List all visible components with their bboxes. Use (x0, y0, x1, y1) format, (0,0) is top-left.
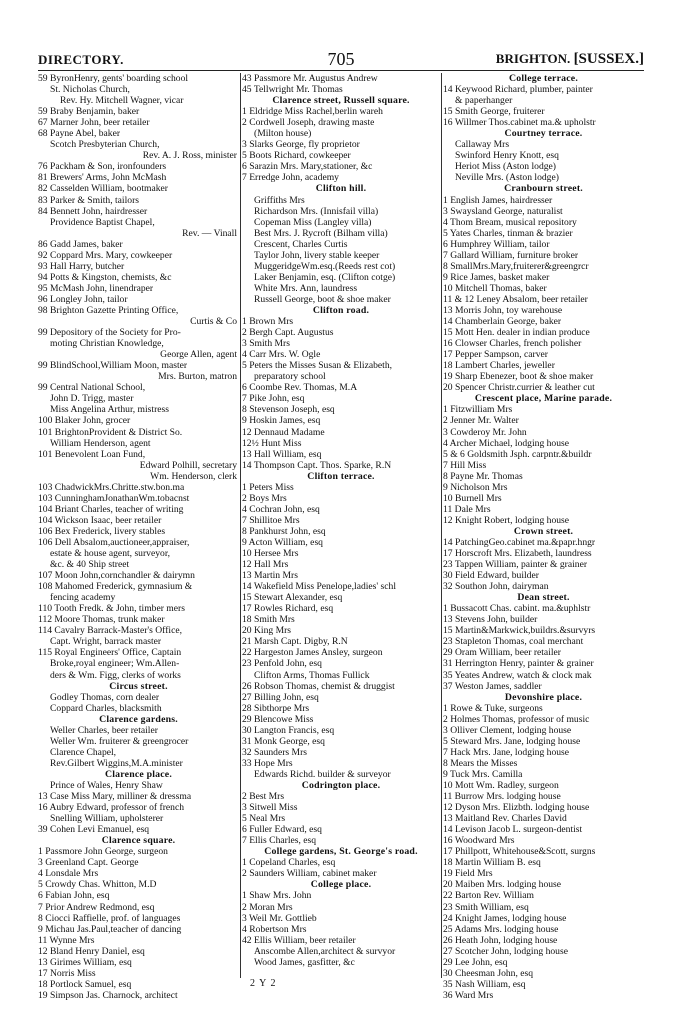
directory-entry: 7 Pike John, esq (242, 393, 305, 405)
directory-entry: 101 BrightonProvident & District So. (38, 426, 183, 438)
street-heading: Clarence street, Russell square. (272, 95, 410, 107)
directory-entry: 1 Peters Miss (242, 481, 294, 493)
directory-entry: 68 Payne Abel, baker (38, 128, 121, 140)
directory-entry: 39 Cohen Levi Emanuel, esq (38, 824, 150, 836)
directory-entry: estate & house agent, surveyor, (50, 548, 171, 560)
directory-entry: 5 Steward Mrs. Jane, lodging house (443, 735, 581, 747)
directory-entry: 2 Bergh Capt. Augustus (242, 327, 334, 339)
directory-entry: 22 Hargeston James Ansley, surgeon (242, 647, 383, 659)
directory-entry: 2 Saunders William, cabinet maker (242, 868, 377, 880)
directory-entry: 15 Mott Hen. dealer in indian produce (443, 327, 590, 339)
directory-entry: 17 Rowles Richard, esq (242, 603, 334, 615)
directory-entry: 12 Hall Mrs (242, 559, 289, 571)
directory-entry: 32 Saunders Mrs (242, 746, 308, 758)
directory-entry: Griffiths Mrs (254, 194, 305, 206)
directory-entry: 10 Burnell Mrs (443, 492, 502, 504)
directory-entry: 1 Eldridge Miss Rachel,berlin wareh (242, 106, 383, 118)
directory-entry: 23 Tappen William, painter & grainer (443, 559, 588, 571)
directory-entry: 13 Morris John, toy warehouse (443, 304, 563, 316)
directory-entry: 1 Rowe & Tuke, surgeons (443, 702, 543, 714)
running-head-county: [SUSSEX.] (573, 51, 644, 67)
directory-entry: 7 Hill Miss (443, 459, 487, 471)
directory-entry: 3 Swaysland George, naturalist (443, 205, 563, 217)
directory-entry: 17 Phillpott, Whitehouse&Scott, surgns (443, 846, 596, 858)
directory-entry: 26 Robson Thomas, chemist & druggist (242, 680, 395, 692)
directory-entry: 6 Fabian John, esq (38, 890, 110, 902)
directory-entry: 42 Ellis William, beer retailer (242, 934, 356, 946)
directory-entry: Heriot Miss (Aston lodge) (455, 161, 556, 173)
directory-entry: Snelling William, upholsterer (50, 813, 164, 825)
street-heading: Codrington place. (301, 780, 381, 791)
directory-entry: 18 Smith Mrs (242, 614, 295, 626)
street-heading: Crescent place, Marine parade. (474, 393, 613, 405)
directory-entry: Miss Angelina Arthur, mistress (50, 404, 170, 416)
directory-entry: Crescent, Charles Curtis (254, 238, 348, 250)
header-rule (38, 70, 644, 71)
directory-entry: 17 Norris Miss (38, 967, 96, 979)
directory-entry: 82 Casselden William, bootmaker (38, 183, 168, 195)
street-heading: College gardens, St. George's road. (264, 846, 418, 858)
directory-entry: 1 English James, hairdresser (443, 194, 553, 206)
directory-entry: 12 Dennaud Madame (242, 426, 325, 438)
directory-entry: 3 Olliver Clement, lodging house (443, 724, 572, 736)
directory-entry: 19 Simpson Jas. Charnock, architect (38, 989, 178, 1001)
directory-entry: Neville Mrs. (Aston lodge) (455, 172, 559, 184)
directory-entry: 1 Copeland Charles, esq (242, 857, 336, 869)
directory-entry: 4 Lonsdale Mrs (38, 868, 99, 880)
directory-entry: 3 Sitwell Miss (242, 802, 298, 814)
directory-entry: 9 Tuck Mrs. Camilla (443, 768, 523, 780)
directory-entry: 96 Longley John, tailor (38, 293, 128, 305)
directory-entry: 8 Payne Mr. Thomas (443, 470, 523, 482)
directory-entry: Rev. A. J. Ross, minister (142, 150, 237, 162)
directory-entry: Mrs. Burton, matron (158, 371, 237, 383)
directory-entry: 15 Martin&Markwick,buildrs.&survyrs (443, 625, 596, 637)
directory-entry: &c. & 40 Ship street (50, 559, 130, 571)
directory-entry: 99 Depository of the Society for Pro- (38, 327, 181, 339)
directory-entry: 9 Hoskin James, esq (242, 415, 321, 427)
directory-entry: 6 Coombe Rev. Thomas, M.A (242, 382, 358, 394)
directory-entry: 13 Maitland Rev. Charles David (443, 813, 567, 825)
directory-entry: 1 Passmore John George, surgeon (38, 846, 168, 858)
column-divider (240, 73, 241, 978)
directory-entry: 84 Bennett John, hairdresser (38, 205, 148, 217)
directory-entry: 27 Billing John, esq (242, 691, 319, 703)
directory-entry: 13 Stevens John, builder (443, 614, 538, 626)
directory-entry: 9 Nicholson Mrs (443, 481, 508, 493)
directory-entry: 2 Boys Mrs (242, 492, 287, 504)
directory-entry: 20 King Mrs (242, 625, 292, 637)
directory-entry: 104 Briant Charles, teacher of writing (38, 503, 184, 515)
directory-entry: 14 Thompson Capt. Thos. Sparke, R.N (242, 459, 392, 471)
directory-entry: 36 Ward Mrs (443, 989, 494, 1001)
directory-entry: 4 Thom Bream, musical repository (443, 216, 577, 228)
street-heading: Crown street. (513, 525, 574, 537)
directory-entry: 32 Southon John, dairyman (443, 581, 549, 593)
directory-entry: Edward Polhill, secretary (139, 459, 237, 471)
directory-entry: Clifton Arms, Thomas Fullick (254, 669, 370, 681)
directory-entry: 112 Moore Thomas, trunk maker (38, 614, 165, 626)
directory-entry: 15 Stewart Alexander, esq (242, 592, 343, 604)
directory-entry: 9 Acton William, esq (242, 536, 323, 548)
directory-entry: 98 Brighton Gazette Printing Office, (38, 304, 179, 316)
directory-entry: 22 Barton Rev. William (443, 890, 535, 902)
directory-entry: 14 Keywood Richard, plumber, painter (443, 84, 593, 96)
directory-entry: fencing academy (50, 592, 116, 604)
directory-entry: 30 Field Edward, builder (443, 570, 539, 582)
directory-entry: 16 Willmer Thos.cabinet ma.& upholstr (443, 117, 596, 129)
directory-entry: Anscombe Allen,architect & survyor (254, 945, 396, 957)
directory-entry: 14 Chamberlain George, baker (443, 316, 562, 328)
directory-entry: 11 Dale Mrs (443, 503, 491, 515)
directory-entry: Broke,royal engineer; Wm.Allen- (50, 658, 180, 670)
directory-entry: Swinford Henry Knott, esq (455, 150, 559, 162)
directory-entry: Rev. Hy. Mitchell Wagner, vicar (60, 95, 184, 107)
directory-entry: 99 BlindSchool,William Moon, master (38, 360, 188, 372)
directory-entry: Richardson Mrs. (Innisfail villa) (254, 205, 379, 217)
column-middle (242, 73, 440, 983)
street-heading: Clifton terrace. (307, 470, 375, 482)
running-head-left: DIRECTORY. (38, 52, 124, 67)
directory-entry: 12 Knight Robert, lodging house (443, 514, 570, 526)
directory-entry: 15 Smith George, fruiterer (443, 106, 545, 118)
directory-entry: 59 Braby Benjamin, baker (38, 106, 140, 118)
street-heading: College terrace. (508, 73, 578, 84)
directory-entry: 93 Hall Harry, butcher (38, 260, 125, 272)
directory-entry: 7 Prior Andrew Redmond, esq (38, 901, 155, 913)
directory-entry: 13 Girimes William, esq (38, 956, 132, 968)
directory-entry: 5 Boots Richard, cowkeeper (242, 150, 351, 162)
directory-entry: 23 Smith William, esq (443, 901, 529, 913)
directory-entry: White Mrs. Ann, laundress (254, 282, 358, 294)
directory-entry: 19 Field Mrs (443, 868, 493, 880)
directory-entry: St. Nicholas Church, (50, 84, 130, 96)
directory-entry: 114 Cavalry Barrack-Master's Office, (38, 625, 182, 637)
directory-entry: 110 Tooth Fredk. & John, timber mers (38, 603, 185, 615)
directory-entry: 29 Lee John, esq (443, 956, 508, 968)
directory-entry: 45 Tellwright Mr. Thomas (242, 84, 343, 96)
directory-entry: 30 Langton Francis, esq (242, 724, 335, 736)
directory-entry: 2 Best Mrs (242, 791, 285, 803)
directory-entry: 99 Central National School, (38, 382, 146, 394)
directory-entry: Curtis & Co (190, 316, 237, 328)
directory-entry: Wood James, gasfitter, &c (254, 956, 355, 968)
directory-entry: 4 Robertson Mrs (242, 923, 307, 935)
street-heading: Cranbourn street. (504, 183, 583, 195)
directory-entry: John D. Trigg, master (50, 393, 134, 405)
directory-entry: 7 Shillitoe Mrs (242, 514, 300, 526)
directory-entry: 6 Sarazin Mrs. Mary,stationer, &c (242, 161, 373, 173)
directory-entry: 11 Wynne Mrs (38, 934, 95, 946)
directory-entry: 8 Ciocci Raffielle, prof. of languages (38, 912, 181, 924)
directory-entry: 103 CunninghamJonathanWm.tobacnst (38, 492, 190, 504)
directory-entry: 7 Erredge John, academy (242, 172, 339, 184)
directory-entry: Weller Wm. fruiterer & greengrocer (50, 735, 189, 747)
directory-entry: 8 Mears the Misses (443, 757, 518, 769)
directory-entry: Weller Charles, beer retailer (50, 724, 158, 736)
directory-entry: 4 Archer Michael, lodging house (443, 437, 570, 449)
directory-entry: 81 Brewers' Arms, John McMash (38, 172, 167, 184)
running-head-town: BRIGHTON. (495, 51, 571, 66)
directory-entry: Clarence Chapel, (50, 746, 117, 758)
directory-entry: 13 Case Miss Mary, milliner & dressma (38, 791, 192, 803)
directory-entry: 21 Marsh Capt. Digby, R.N (242, 636, 348, 648)
directory-columns (38, 73, 644, 1001)
directory-entry: 16 Woodward Mrs (443, 835, 515, 847)
directory-entry: 14 PatchingGeo.cabinet ma.&papr.hngr (443, 536, 596, 548)
column-divider (441, 73, 442, 978)
directory-entry: 10 Hersee Mrs (242, 548, 299, 560)
directory-entry: 94 Potts & Kingston, chemists, &c (38, 271, 172, 283)
directory-entry: 5 & 6 Goldsmith Jsph. carpntr.&buildr (443, 448, 592, 460)
column-left (38, 73, 239, 1001)
directory-entry: 1 Fitzwilliam Mrs (443, 404, 513, 416)
directory-entry: 5 Neal Mrs (242, 813, 286, 825)
directory-entry: 18 Lambert Charles, jeweller (443, 360, 555, 372)
street-heading: Devonshire place. (504, 691, 583, 703)
directory-entry: Taylor John, livery stable keeper (254, 249, 380, 261)
directory-entry: Wm. Henderson, clerk (150, 470, 237, 482)
directory-entry: 103 ChadwickMrs.Chritte.stw.bon.ma (38, 481, 185, 493)
directory-entry: 23 Stapleton Thomas, coal merchant (443, 636, 584, 648)
directory-entry: 5 Peters the Misses Susan & Elizabeth, (242, 360, 393, 372)
directory-entry: 20 Spencer Christr.currier & leather cut (443, 382, 595, 394)
directory-entry: 24 Knight James, lodging house (443, 912, 567, 924)
directory-entry: 7 Hack Mrs. Jane, lodging house (443, 746, 570, 758)
directory-entry: 18 Martin William B. esq (443, 857, 541, 869)
directory-entry: 1 Bussacott Chas. cabint. ma.&uphlstr (443, 603, 591, 615)
street-heading: Clifton hill. (315, 183, 367, 195)
directory-entry: 2 Holmes Thomas, professor of music (443, 713, 590, 725)
directory-entry: 106 Dell Absalom,auctioneer,appraiser, (38, 536, 190, 548)
directory-entry: 12½ Hunt Miss (242, 437, 302, 449)
directory-entry: 16 Aubry Edward, professor of french (38, 802, 184, 814)
directory-entry: 26 Heath John, lodging house (443, 934, 558, 946)
directory-entry: William Henderson, agent (50, 437, 151, 449)
directory-entry: 27 Scotcher John, lodging house (443, 945, 568, 957)
directory-entry: 11 Burrow Mrs. lodging house (443, 791, 561, 803)
street-heading: Clarence place. (104, 768, 173, 780)
directory-entry: 33 Hope Mrs (242, 757, 293, 769)
directory-entry: 31 Herrington Henry, painter & grainer (443, 658, 594, 670)
directory-entry: MuggeridgeWm.esq.(Reeds rest cot) (254, 260, 396, 272)
directory-entry: (Milton house) (254, 128, 312, 140)
directory-entry: 8 Pankhurst John, esq (242, 525, 326, 537)
directory-entry: 100 Blaker John, grocer (38, 415, 131, 427)
directory-entry: 3 Weil Mr. Gottlieb (242, 912, 317, 924)
directory-entry: 101 Benevolent Loan Fund, (38, 448, 146, 460)
directory-entry: 11 & 12 Leney Absalom, beer retailer (443, 293, 588, 305)
directory-entry: 12 Bland Henry Daniel, esq (38, 945, 145, 957)
directory-entry: 92 Coppard Mrs. Mary, cowkeeper (38, 249, 173, 261)
page-number: 705 (327, 49, 355, 69)
directory-entry: Capt. Wright, barrack master (50, 636, 162, 648)
directory-entry: 86 Gadd James, baker (38, 238, 123, 250)
directory-entry: 28 Sibthorpe Mrs (242, 702, 310, 714)
directory-entry: 7 Ellis Charles, esq (242, 835, 317, 847)
directory-entry: Providence Baptist Chapel, (50, 216, 155, 228)
street-heading: Clarence square. (101, 835, 176, 847)
street-heading: Courtney terrace. (504, 128, 583, 140)
directory-entry: 67 Marner John, beer retailer (38, 117, 150, 129)
directory-entry: 14 Wakefield Miss Penelope,ladies' schl (242, 581, 396, 593)
street-heading: Clifton road. (312, 304, 370, 316)
directory-entry: 35 Yeates Andrew, watch & clock mak (443, 669, 592, 681)
directory-entry: 5 Yates Charles, tinman & brazier (443, 227, 573, 239)
column-right (443, 73, 644, 1001)
directory-entry: 95 McMash John, linendraper (38, 282, 154, 294)
directory-entry: moting Christian Knowledge, (50, 338, 164, 350)
directory-entry: 37 Weston James, saddler (443, 680, 542, 692)
directory-entry: 29 Oram William, beer retailer (443, 647, 561, 659)
directory-entry: 19 Sharp Ebenezer, boot & shoe maker (443, 371, 594, 383)
directory-entry: ders & Wm. Figg, clerks of works (50, 669, 181, 681)
directory-entry: 107 Moon John,cornchandler & dairymn (38, 570, 195, 582)
directory-entry: George Allen, agent (160, 349, 237, 361)
directory-entry: 2 Jenner Mr. Walter (443, 415, 519, 427)
directory-entry: 3 Smith Mrs (242, 338, 290, 350)
directory-entry: 12 Dyson Mrs. Elizbth. lodging house (443, 802, 590, 814)
page-header (38, 48, 644, 70)
directory-entry: 7 Gallard William, furniture broker (443, 249, 579, 261)
directory-entry: & paperhanger (455, 95, 513, 107)
directory-entry: 8 Stevenson Joseph, esq (242, 404, 335, 416)
directory-entry: 6 Humphrey William, tailor (443, 238, 550, 250)
directory-entry: 14 Levison Jacob L. surgeon-dentist (443, 824, 583, 836)
directory-entry: 17 Horscroft Mrs. Elizabeth, laundress (443, 548, 592, 560)
signature-mark: 2 Y 2 (250, 978, 277, 989)
directory-entry: 10 Mott Wm. Radley, surgeon (443, 780, 559, 791)
directory-entry: 9 Michau Jas.Paul,teacher of dancing (38, 923, 182, 935)
street-heading: Circus street. (109, 680, 168, 692)
directory-entry: 59 ByronHenry, gents' boarding school (38, 73, 189, 84)
directory-entry: 8 SmallMrs.Mary,fruiterer&greengrcr (443, 260, 589, 272)
directory-entry: 83 Parker & Smith, tailors (38, 194, 139, 206)
directory-entry: 104 Wickson Isaac, beer retailer (38, 514, 162, 526)
directory-entry: 76 Packham & Son, ironfounders (38, 161, 167, 173)
directory-entry: Rev. — Vinall (182, 227, 237, 239)
directory-entry: Best Mrs. J. Rycroft (Bilham villa) (254, 227, 388, 239)
directory-entry: Copeman Miss (Langley villa) (254, 216, 372, 228)
directory-entry: 5 Crowdy Chas. Whitton, M.D (38, 879, 157, 891)
directory-entry: Edwards Richd. builder & surveyor (254, 768, 391, 780)
directory-entry: 3 Greenland Capt. George (38, 857, 139, 869)
directory-entry: 4 Cochran John, esq (242, 503, 320, 515)
directory-entry: 6 Fuller Edward, esq (242, 824, 322, 836)
directory-entry: Scotch Presbyterian Church, (50, 139, 160, 151)
street-heading: Dean street. (517, 592, 570, 604)
directory-entry: 35 Nash William, esq (443, 978, 526, 990)
directory-entry: preparatory school (254, 371, 326, 383)
directory-entry: 13 Martin Mrs (242, 570, 298, 582)
directory-entry: 43 Passmore Mr. Augustus Andrew (242, 73, 378, 84)
directory-entry: 10 Mitchell Thomas, baker (443, 282, 547, 294)
directory-entry: Laker Benjamin, esq. (Clifton cotge) (254, 271, 396, 283)
directory-entry: Callaway Mrs (455, 139, 510, 151)
directory-entry: 31 Monk George, esq (242, 735, 325, 747)
street-heading: College place. (310, 879, 372, 891)
directory-entry: 1 Brown Mrs (242, 316, 294, 328)
directory-entry: 108 Mahomed Frederick, gymnasium & (38, 581, 193, 593)
directory-entry: 17 Pepper Sampson, carver (443, 349, 548, 361)
directory-entry: 1 Shaw Mrs. John (242, 890, 312, 902)
directory-entry: Russell George, boot & shoe maker (254, 293, 391, 305)
running-head-right (496, 51, 644, 68)
directory-entry: 106 Bex Frederick, livery stables (38, 525, 166, 537)
directory-entry: 18 Portlock Samuel, esq (38, 978, 132, 990)
directory-entry: Rev.Gilbert Wiggins,M.A.minister (50, 757, 183, 769)
directory-entry: 30 Cheesman John, esq (443, 967, 534, 979)
directory-entry: 3 Cowderoy Mr. John (443, 426, 527, 438)
street-heading: Clarence gardens. (99, 713, 178, 725)
directory-entry: 23 Penfold John, esq (242, 658, 322, 670)
directory-entry: 2 Cordwell Joseph, drawing maste (242, 117, 375, 129)
directory-entry: 9 Rice James, basket maker (443, 271, 550, 283)
directory-entry: 4 Carr Mrs. W. Ogle (242, 349, 321, 361)
directory-entry: Godley Thomas, corn dealer (50, 691, 160, 703)
directory-entry: Prince of Wales, Henry Shaw (50, 780, 163, 791)
directory-entry: 13 Hall William, esq (242, 448, 322, 460)
directory-entry: 3 Slarks George, fly proprietor (242, 139, 360, 151)
directory-entry: 115 Royal Engineers' Office, Captain (38, 647, 182, 659)
directory-entry: 16 Clowser Charles, french polisher (443, 338, 582, 350)
directory-entry: 20 Maiben Mrs. lodging house (443, 879, 562, 891)
directory-entry: 25 Adams Mrs. lodging house (443, 923, 559, 935)
directory-entry: Coppard Charles, blacksmith (50, 702, 162, 714)
directory-entry: 29 Blencowe Miss (242, 713, 314, 725)
directory-entry: 2 Moran Mrs (242, 901, 293, 913)
